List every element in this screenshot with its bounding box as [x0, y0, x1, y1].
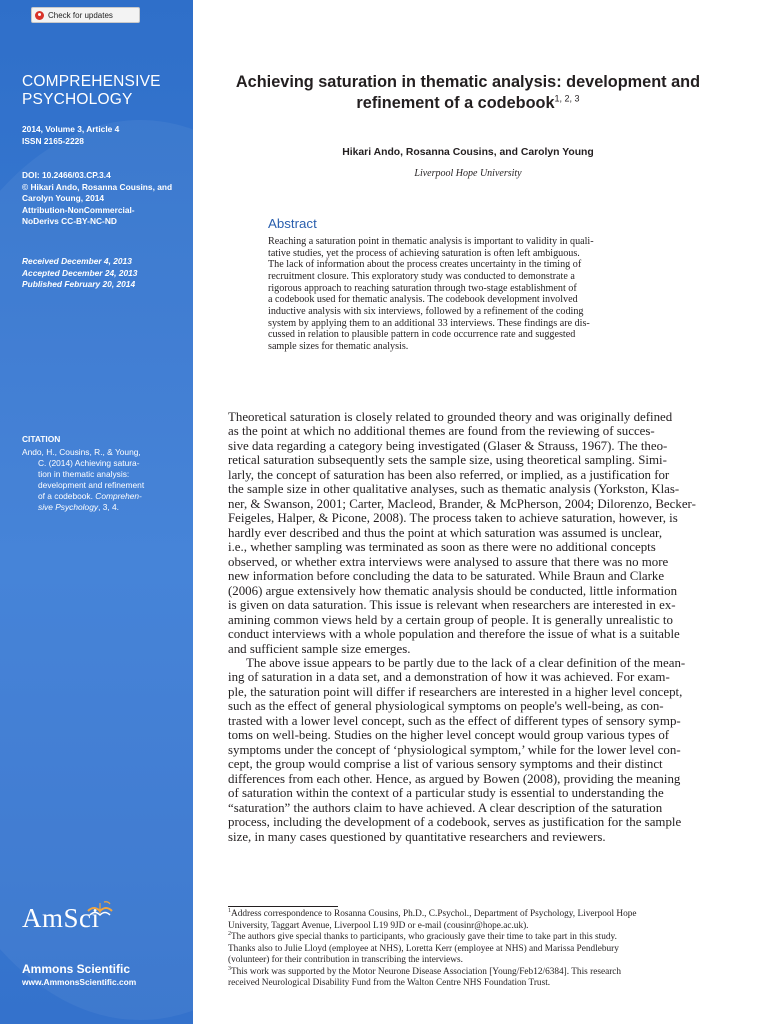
body-line: ner, & Swanson, 2001; Carter, Macleod, Brander, & McPherson, 2004; Dilorenzo, Becker-: [228, 496, 696, 511]
body-line: differences from each other. Hence, as argued by Bowen (2008), providing the meaning: [228, 771, 681, 786]
body-line: of saturation within the context of a particular study is essential to understanding the: [228, 786, 664, 801]
journal-name: [22, 73, 192, 109]
abstract-line: The lack of information about the process creates uncertainty in the timing of: [268, 259, 582, 271]
body-line: trasted with a lower level concept, such as the effect of different types of sensory symp-: [228, 713, 681, 728]
body-line: “saturation” the authors claim to have achieved. A clear description of the saturation: [228, 800, 663, 815]
title-footnote-marks: 1, 2, 3: [554, 93, 580, 104]
citation-heading: CITATION: [22, 434, 61, 444]
abstract-line: inductive analysis with six interviews, followed by a refinement of the coding: [268, 305, 584, 317]
body-line: observed, or whether extra interviews were analysed to assure that there was no more: [228, 554, 669, 569]
published-date: Published February 20, 2014: [22, 279, 136, 289]
received-date: Received December 4, 2013: [22, 256, 132, 266]
body-line: amining common views held by a certain group of people. It is generally unrealistic to: [228, 612, 673, 627]
footnote-line: $^1$Address correspondence to Rosanna Cousins, Ph.D., C.Psychol., Department of Psychology, Liverpool Hope: [228, 907, 637, 919]
body-line: and sufficient sample size emerges.: [228, 641, 411, 656]
body-line: toms on well-being. Studies on the higher level concept would group various types of: [228, 728, 670, 743]
journal-name-line2: PSYCHOLOGY: [22, 91, 133, 108]
body-line: i.e., whether sampling was terminated as soon as there were no additional concepts: [228, 540, 656, 555]
abstract-line: cussed in relation to plausible pattern in code occurrence rate and suggested: [268, 329, 576, 341]
footnote-line: $^3$This work was supported by the Motor Neurone Disease Association [Young/Feb12/6384]. This research: [228, 965, 622, 977]
abstract-line: a codebook used for thematic analysis. The codebook development involved: [268, 294, 578, 306]
footnote-line: University, Taggart Avenue, Liverpool L19 9JD or e-mail (cousinr@hope.ac.uk).: [228, 920, 529, 931]
body-line: sive data regarding a category being investigated (Glaser & Strauss, 1967). The theo-: [228, 438, 668, 453]
title-line2: refinement of a codebook$^{1, 2, 3}$: [356, 93, 580, 112]
check-for-updates-button[interactable]: [31, 7, 140, 23]
citation-line: C. (2014) Achieving satura-: [38, 458, 140, 468]
title-line1: Achieving saturation in thematic analysis: development and: [235, 73, 701, 91]
body-line: ing of saturation in a data set, and a demonstration of how it was achieved. For exam-: [228, 670, 670, 685]
body-line: is given on data saturation. This issue is relevant when researchers are interested in ex-: [228, 598, 676, 613]
abstract-heading: Abstract: [268, 216, 317, 231]
journal-sidebar: [0, 0, 193, 1024]
publisher-url-link[interactable]: www.AmmonsScientific.com: [22, 977, 137, 987]
logo-text: AmSci: [22, 903, 100, 933]
footnote-line: received Neurological Disability Fund from the Walton Centre NHS Foundation Trust.: [228, 978, 551, 988]
article-body: [228, 410, 711, 844]
body-line: Feigeles, Halper, & Picone, 2008). The process taken to achieve saturation, however, is: [228, 511, 678, 526]
doi: DOI: 10.2466/03.CP.3.4: [22, 170, 111, 180]
article-title: [228, 72, 708, 114]
abstract-line: recruitment closure. This exploratory study was conducted to demonstrate a: [268, 270, 575, 282]
body-line: as the point at which no additional themes are found from the reviewing of succes-: [228, 424, 655, 439]
citation-line: Ando, H., Cousins, R., & Young,: [22, 447, 141, 457]
body-line: The above issue appears to be partly due to the lack of a clear definition of the mean-: [246, 655, 686, 670]
abstract-text: [268, 236, 666, 353]
abstract-line: sample sizes for thematic analysis.: [268, 340, 409, 352]
volume-line: 2014, Volume 3, Article 4: [22, 124, 120, 134]
citation-line: sive Psychology, 3, 4.: [38, 502, 120, 512]
journal-name-line1: COMPREHENSIVE: [22, 73, 161, 90]
copyright-line: Carolyn Young, 2014: [22, 193, 105, 203]
body-line: ple, the saturation point will differ if researchers are interested in a higher level concept,: [228, 684, 683, 699]
accepted-date: Accepted December 24, 2013: [22, 267, 138, 278]
abstract-line: rigorous approach to reaching saturation through two-stage establishment of: [268, 282, 577, 294]
body-line: new information before concluding the data to be saturated. While Braun and Clarke: [228, 569, 665, 584]
body-line: retical saturation subsequently sets the sample size, using theoretical sampling. Simi-: [228, 453, 667, 468]
abstract-line: Reaching a saturation point in thematic analysis is important to validity in quali-: [268, 236, 594, 247]
citation-text: [22, 447, 182, 513]
abstract-line: system by applying them to an additional 33 interviews. These findings are dis-: [268, 317, 590, 329]
body-line: size, in many cases questioned by quantitative researchers and reviewers.: [228, 829, 606, 844]
amsci-logo: [22, 903, 192, 934]
author-list: Hikari Ando, Rosanna Cousins, and Carolyn Young: [342, 147, 594, 158]
rights-info: [22, 170, 192, 228]
abstract-line: tative studies, yet the process of achieving saturation is often left ambiguous.: [268, 247, 580, 259]
dates-info: [22, 256, 192, 291]
copyright-line: © Hikari Ando, Rosanna Cousins, and: [22, 181, 173, 192]
body-line: process, including the development of a codebook, serves as justification for the sample: [228, 815, 682, 830]
body-line: symptoms under the concept of ‘physiological symptom,’ while for the lower level con-: [228, 742, 681, 757]
footnote-line: Thanks also to Julie Lloyd (employee at NHS), Loretta Kerr (employee at NHS) and Marissa Pendlebury: [228, 943, 619, 954]
footnote-line: $^2$The authors give special thanks to participants, who graciously gave their time to take part in this study.: [228, 930, 617, 942]
volume-info: [22, 124, 192, 147]
footnote-line: (volunteer) for their contribution in transcribing the interviews.: [228, 955, 463, 965]
citation-line: development and refinement: [38, 480, 145, 490]
citation-line: of a codebook. Comprehen-: [38, 491, 142, 501]
publisher-name: Ammons Scientific: [22, 962, 131, 976]
license-line: Attribution-NonCommercial-: [22, 204, 135, 215]
license-line: NoDerivs CC-BY-NC-ND: [22, 216, 117, 226]
open-book-icon: [86, 901, 114, 923]
footnotes: [228, 909, 711, 990]
body-line: conduct interviews with a whole population and therefore the issue of what is a suitable: [228, 627, 680, 642]
crossmark-icon: [35, 11, 44, 20]
check-for-updates-label: Check for updates: [48, 10, 113, 20]
footnote-divider: [228, 906, 338, 907]
affiliation: Liverpool Hope University: [414, 168, 522, 179]
body-line: the sample size in other qualitative analyses, such as thematic analysis (Yorkston, Klas-: [228, 482, 680, 497]
body-line: cept, the group would comprise a list of various sensory symptoms and their distinct: [228, 757, 663, 772]
issn: ISSN 2165-2228: [22, 135, 84, 146]
body-line: such as the effect of general physiological symptoms on people's well-being, as con-: [228, 699, 664, 714]
body-line: larly, the concept of saturation has been also referred, or implied, as a justification for: [228, 467, 670, 482]
body-line: (2006) argue extensively how thematic analysis should be conducted, little information: [228, 583, 678, 598]
body-line: hardly ever described and thus the point at which saturation was assumed is unclear,: [228, 525, 663, 540]
citation-line: tion in thematic analysis:: [38, 469, 130, 479]
body-line: Theoretical saturation is closely related to grounded theory and was originally defined: [228, 410, 673, 424]
